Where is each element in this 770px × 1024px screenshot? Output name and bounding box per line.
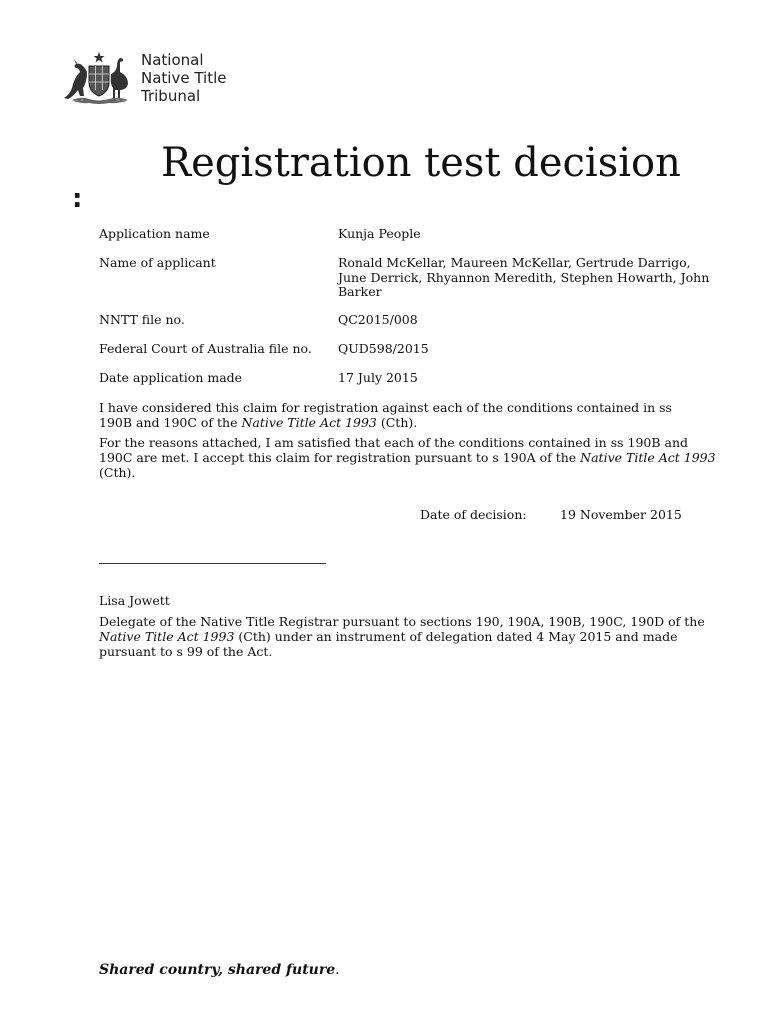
- field-value-application-name: Kunja People: [338, 226, 421, 241]
- signatory-name: Lisa Jowett: [99, 593, 170, 608]
- logo-line-2: Native Title: [141, 69, 227, 87]
- field-value-federal-court-file: QUD598/2015: [338, 341, 429, 356]
- footer-slogan: [99, 961, 340, 979]
- signatory-role-paragraph: [99, 614, 711, 659]
- consideration-text-b: (Cth).: [376, 415, 418, 430]
- field-label-application-name: Application name: [99, 226, 210, 241]
- consideration-text-a: I have considered this claim for registration against each of the conditions contained in ss 190B and 190C of the: [99, 400, 672, 430]
- page-title: Registration test decision: [161, 140, 681, 186]
- consideration-act-name: Native Title Act 1993: [241, 415, 377, 430]
- decision-date-value: 19 November 2015: [560, 507, 682, 522]
- reasons-text-b: (Cth).: [99, 465, 136, 480]
- nntt-logo: [62, 50, 242, 106]
- signatory-role-act-name: Native Title Act 1993: [99, 629, 235, 644]
- reasons-act-name: Native Title Act 1993: [580, 450, 716, 465]
- signature-line: [99, 563, 326, 564]
- reasons-paragraph: [99, 435, 717, 480]
- bullet-colon: :: [72, 184, 83, 214]
- decision-date-label: Date of decision:: [420, 507, 527, 522]
- signatory-role-text-b: (Cth) under an instrument of delegation dated 4 May 2015 and made pursuant to s 99 of the Act.: [99, 629, 678, 659]
- footer-slogan-text: Shared country, shared future: [99, 962, 336, 978]
- footer-slogan-dot: .: [335, 962, 340, 978]
- field-value-nntt-file: QC2015/008: [338, 312, 418, 327]
- field-label-applicant: Name of applicant: [99, 255, 216, 270]
- field-label-nntt-file: NNTT file no.: [99, 312, 185, 327]
- logo-wordmark: [141, 51, 226, 105]
- consideration-paragraph: [99, 400, 689, 430]
- field-value-date-application: 17 July 2015: [338, 370, 418, 385]
- commonwealth-coat-of-arms-icon: [62, 50, 136, 106]
- reasons-text-a: For the reasons attached, I am satisfied that each of the conditions contained in ss 190B and 190C are met. I accept this claim for registration pursuant to s 190A of the: [99, 435, 689, 465]
- field-value-applicant: Ronald McKellar, Maureen McKellar, Gertrude Darrigo, June Derrick, Rhyannon Meredith, Stephen Howarth, John Barker: [338, 255, 710, 299]
- logo-line-1: National: [141, 51, 204, 69]
- field-label-date-application: Date application made: [99, 370, 243, 385]
- logo-line-3: Tribunal: [141, 87, 201, 105]
- field-label-federal-court-file: Federal Court of Australia file no.: [99, 341, 312, 356]
- signatory-role-text-a: Delegate of the Native Title Registrar pursuant to sections 190, 190A, 190B, 190C, 190D of the: [99, 614, 705, 629]
